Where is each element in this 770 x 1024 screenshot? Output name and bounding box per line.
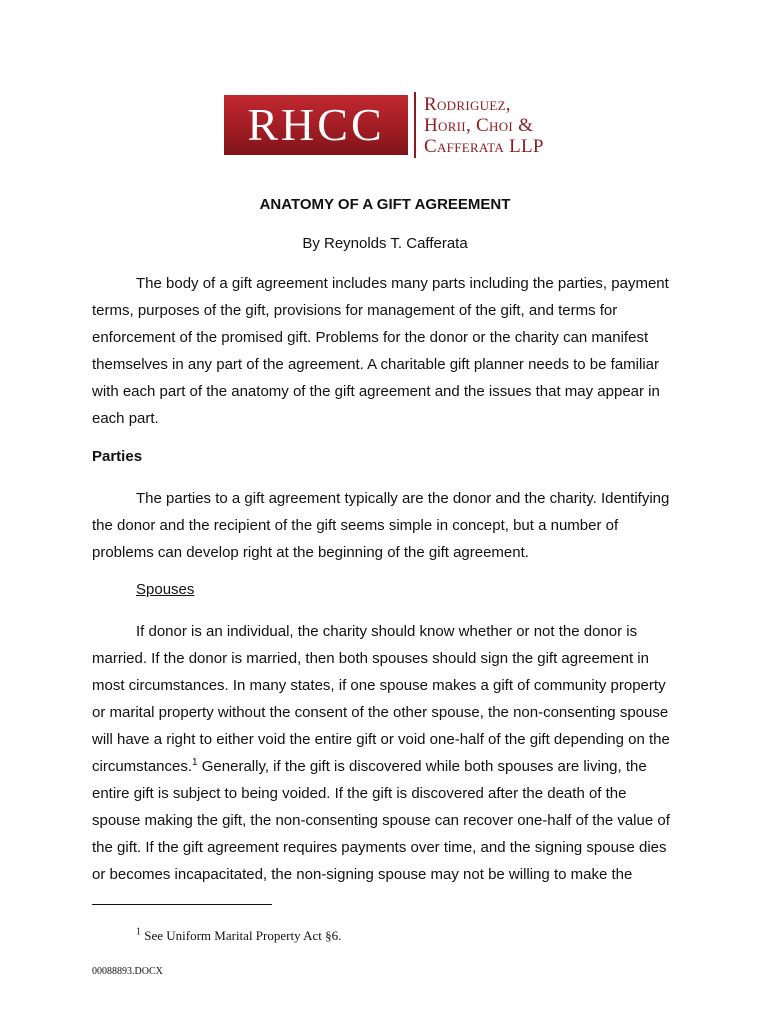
section-heading-parties: Parties [92,448,143,465]
logo-firm-name [424,94,544,157]
footnote [136,928,341,944]
footnote-reference: 1 [192,757,198,768]
logo-name-line-2: Horii, Choi & [424,114,534,136]
firm-logo [224,92,544,158]
spouses-text-2: Generally, if the gift is discovered while both spouses are living, the entire gift is subject to being voided. If the gift is discovered after the death of the spouse making the gift, the non-consenting spouse can recover one-half of the value of the gift. If the gift agreement requires payments over time, and the signing spouse dies or becomes incapacitated, the non-signing spouse may not be willing to make the [92,758,670,883]
document-title: ANATOMY OF A GIFT AGREEMENT [259,196,511,213]
footnote-number: 1 [136,926,141,938]
spouses-text-1: If donor is an individual, the charity should know whether or not the donor is married. If the donor is married, then both spouses should sign the gift agreement in most circumstances. In many states, if one spouse makes a gift of community property or marital property without the consent of the other spouse, the non-consenting spouse will have a right to either void the entire gift or void one-half of the gift depending on the circumstances. [92,623,670,775]
subheading-spouses: Spouses [136,581,195,598]
parties-paragraph [92,485,678,566]
intro-text: The body of a gift agreement includes many parts including the parties, payment terms, purposes of the gift, provisions for management of the gift, and terms for enforcement of the promised gift. Problems for the donor or the charity can manifest themselves in any part of the agreement. A charitable gift planner needs to be familiar with each part of the anatomy of the gift agreement and the issues that may appear in each part. [92,275,669,427]
footnote-text: See Uniform Marital Property Act §6. [141,928,342,943]
intro-paragraph [92,270,678,432]
spouses-paragraph [92,618,678,888]
logo-letters: RHCC [247,99,385,150]
document-id: 00088893.DOCX [92,966,163,977]
parties-text: The parties to a gift agreement typically are the donor and the charity. Identifying the donor and the recipient of the gift seems simple in concept, but a number of problems can develop right at the beginning of the gift agreement. [92,490,670,561]
logo-monogram-box [224,95,408,155]
logo-name-line-1: Rodriguez, [424,93,511,115]
footnote-separator [92,904,272,905]
logo-divider [414,92,416,158]
logo-name-line-3: Cafferata LLP [424,135,544,157]
author-byline: By Reynolds T. Cafferata [302,235,468,252]
